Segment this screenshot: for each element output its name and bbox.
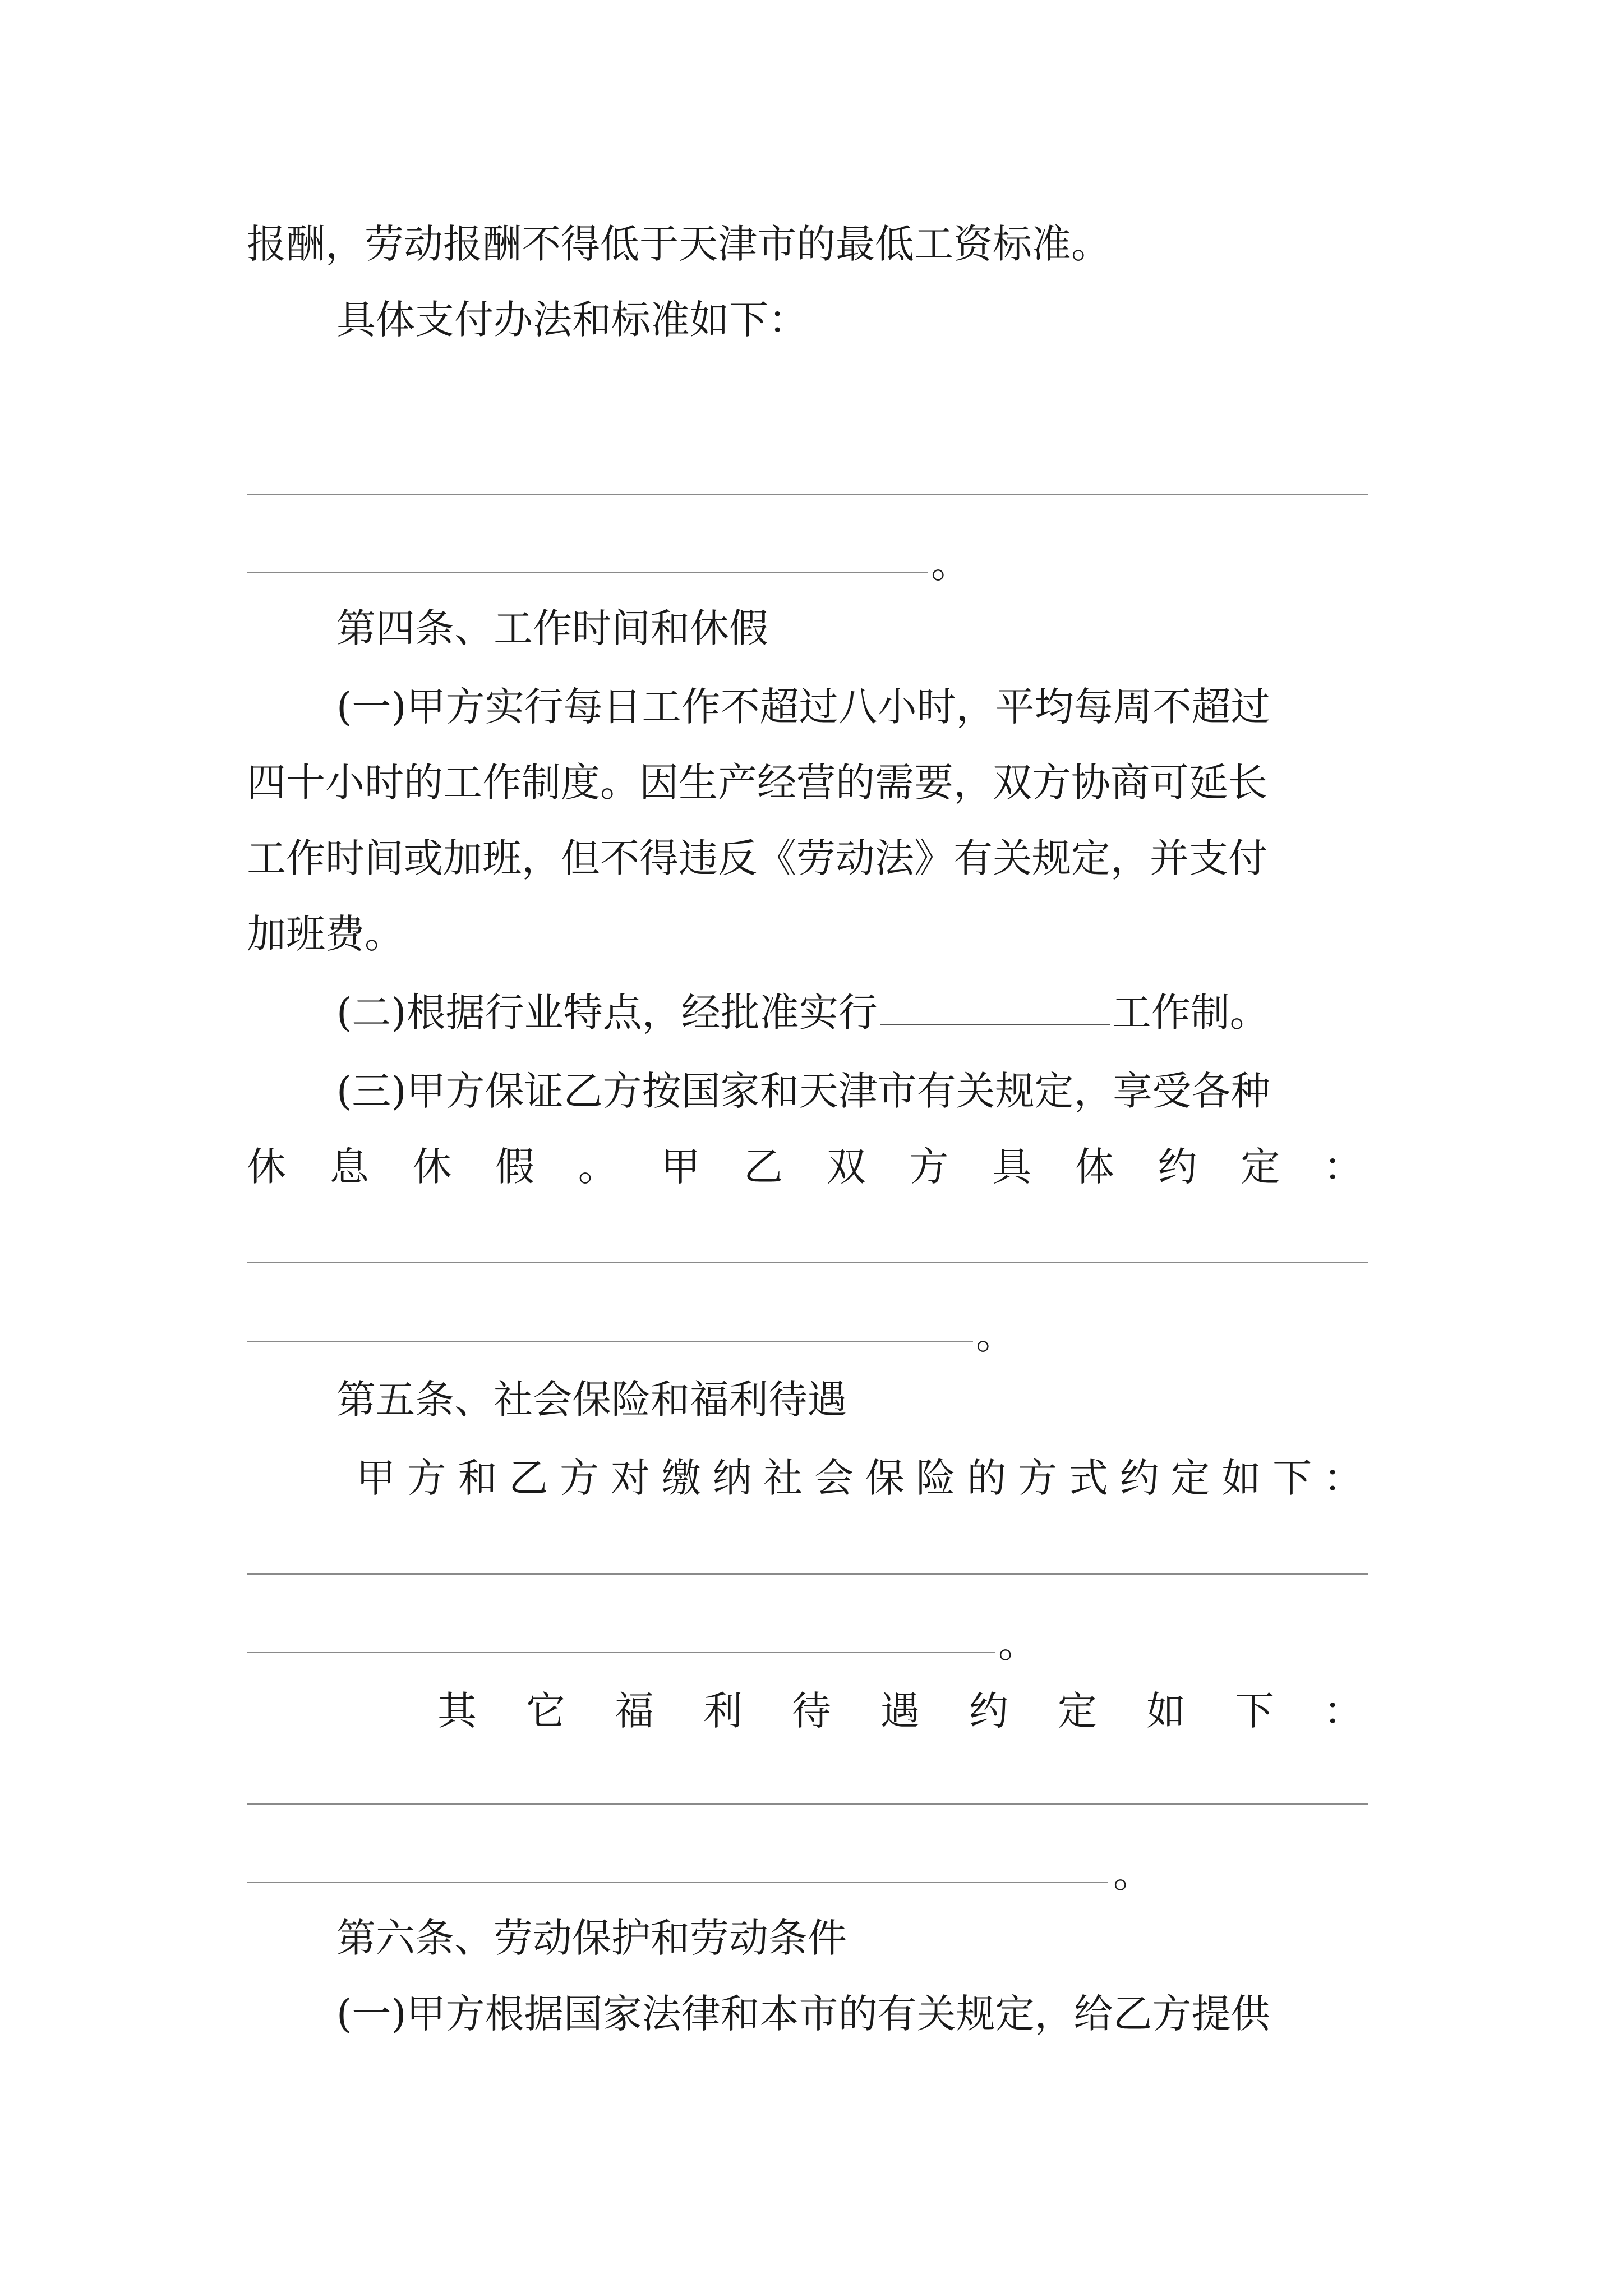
spread-char: 定 [1170,1455,1210,1501]
paragraph-line: (一)甲方实行每日工作不超过八小时，平均每周不超过 [336,684,1270,730]
spread-char: 休 [412,1144,452,1190]
clause-text: (二)根据行业特点，经批准实行 [336,990,878,1036]
article-5-heading: 第五条、社会保险和福利待遇 [336,1377,847,1423]
spread-char: 约 [969,1688,1008,1734]
spread-char: 甲 [661,1144,700,1190]
spread-char: 如 [1221,1455,1261,1501]
spread-char: 具 [992,1144,1032,1190]
paragraph-line: 工作时间或加班，但不得违反《劳动法》有关规定，并支付 [247,835,1267,881]
period-mark: 。 [976,1312,1015,1358]
spread-char: 休 [247,1144,286,1190]
spread-char: 式 [1068,1455,1108,1501]
fill-in-line [247,1341,973,1342]
fill-in-line [247,1262,1368,1263]
spread-char: 险 [916,1455,956,1501]
period-mark: 。 [931,541,970,587]
spread-char: 的 [967,1455,1007,1501]
clause-text: 工作制。 [1112,990,1269,1036]
paragraph-line: 四十小时的工作制度。因生产经营的需要，双方协商可延长 [247,760,1267,806]
fill-in-line [247,1652,995,1653]
spread-char: ： [1324,1688,1363,1734]
spread-text-line [247,1139,1363,1195]
spread-char: 假 [495,1144,535,1190]
spread-char: 方 [1018,1455,1058,1501]
spread-char: 息 [329,1144,369,1190]
period-mark: 。 [998,1621,1038,1667]
spread-char: 其 [437,1688,477,1734]
spread-char: 下 [1235,1688,1274,1734]
article-6-heading: 第六条、劳动保护和劳动条件 [336,1915,847,1961]
spread-char: 它 [526,1688,565,1734]
spread-char: 乙 [509,1455,548,1501]
paragraph-line [336,984,1269,1041]
article-4-heading: 第四条、工作时间和休假 [336,605,768,651]
fill-in-line [247,1882,1108,1883]
fill-in-line [247,1573,1368,1575]
spread-char: 会 [814,1455,854,1501]
spread-text-line [437,1683,1363,1739]
fill-in-line [247,572,928,573]
paragraph-line: 具体支付办法和标准如下： [336,297,808,343]
spread-char: ： [1323,1144,1363,1190]
spread-char: 利 [703,1688,743,1734]
spread-char: 遇 [880,1688,920,1734]
fill-in-blank [880,984,1110,1025]
spread-char: 方 [560,1455,600,1501]
spread-char: 福 [615,1688,654,1734]
spread-char: 乙 [744,1144,783,1190]
spread-char: 待 [792,1688,831,1734]
fill-in-line [247,494,1368,495]
spread-char: 约 [1158,1144,1197,1190]
spread-char: 定 [1058,1688,1097,1734]
spread-char: 对 [610,1455,650,1501]
spread-char: 缴 [661,1455,701,1501]
spread-char: 纳 [712,1455,752,1501]
spread-char: 定 [1241,1144,1280,1190]
spread-char: 方 [909,1144,949,1190]
spread-char: 约 [1119,1455,1159,1501]
spread-char: ： [1323,1455,1363,1501]
spread-char: 体 [1075,1144,1114,1190]
spread-char: 方 [407,1455,446,1501]
spread-char: 甲 [356,1455,395,1501]
spread-char: 社 [763,1455,803,1501]
fill-in-line [247,1803,1368,1805]
spread-char: 如 [1146,1688,1186,1734]
paragraph-line: (三)甲方保证乙方按国家和天津市有关规定，享受各种 [336,1068,1270,1114]
spread-char: 双 [826,1144,866,1190]
period-mark: 。 [1113,1851,1152,1897]
spread-text-line [356,1450,1363,1506]
paragraph-line: 加班费。 [247,911,404,957]
spread-char: 保 [865,1455,905,1501]
spread-char: 。 [578,1144,617,1190]
spread-char: 下 [1272,1455,1312,1501]
paragraph-line: (一)甲方根据国家法律和本市的有关规定，给乙方提供 [336,1991,1270,2037]
paragraph-line: 报酬，劳动报酬不得低于天津市的最低工资标准。 [247,221,1110,267]
spread-char: 和 [458,1455,497,1501]
